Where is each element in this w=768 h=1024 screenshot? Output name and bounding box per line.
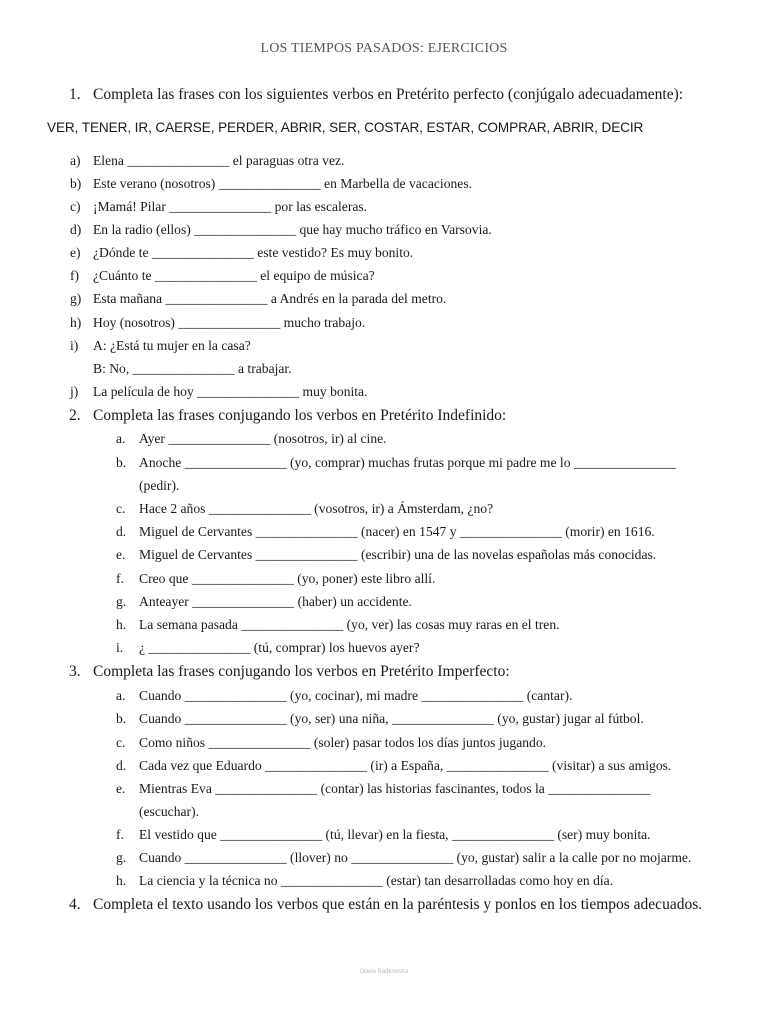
verb-list: VER, TENER, IR, CAERSE, PERDER, ABRIR, SER, COSTAR, ESTAR, COMPRAR, ABRIR, DECIR xyxy=(47,120,644,135)
footer-author: Oliwia Radkowska xyxy=(359,969,409,975)
item-label: f. xyxy=(116,571,124,586)
item-label: d. xyxy=(116,524,127,539)
item-text: Cuando _______________ (yo, ser) una niña, _______________ (yo, gustar) jugar al fútbol. xyxy=(139,711,644,726)
item-label: b. xyxy=(116,455,127,470)
item-text: El vestido que _______________ (tú, llevar) en la fiesta, _______________ (ser) muy bonita. xyxy=(139,827,651,842)
question-text: Completa el texto usando los verbos que están en la paréntesis y ponlos en los tiempos adecuados. xyxy=(93,896,703,913)
item-text: La película de hoy _______________ muy bonita. xyxy=(93,384,368,399)
item-text: Como niños _______________ (soler) pasar todos los días juntos jugando. xyxy=(139,735,547,750)
item-label: b. xyxy=(116,711,127,726)
item-label: c. xyxy=(116,735,126,750)
item-text: Cada vez que Eduardo _______________ (ir) a España, _______________ (visitar) a sus amigos. xyxy=(139,758,672,773)
item-label: j) xyxy=(70,384,79,399)
item-label: h. xyxy=(116,617,127,632)
item-text: Hace 2 años _______________ (vosotros, ir) a Ámsterdam, ¿no? xyxy=(139,501,494,516)
question-text: Completa las frases conjugando los verbos en Pretérito Imperfecto: xyxy=(93,663,510,680)
item-label: h) xyxy=(70,315,82,330)
item-label: g. xyxy=(116,850,127,865)
item-text: Ayer _______________ (nosotros, ir) al cine. xyxy=(139,431,387,446)
item-text: La ciencia y la técnica no _______________ (estar) tan desarrolladas como hoy en día. xyxy=(139,873,614,888)
item-text: Creo que _______________ (yo, poner) este libro allí. xyxy=(139,571,436,586)
question-number: 1. xyxy=(69,86,81,103)
item-text: Mientras Eva _______________ (contar) las historias fascinantes, todos la _______________ xyxy=(139,781,651,796)
item-label: g) xyxy=(70,291,82,306)
item-text: ¿Dónde te _______________ este vestido? Es muy bonito. xyxy=(93,245,414,260)
question-text: Completa las frases conjugando los verbos en Pretérito Indefinido: xyxy=(93,407,507,424)
item-text: Hoy (nosotros) _______________ mucho trabajo. xyxy=(93,315,366,330)
page-title: LOS TIEMPOS PASADOS: EJERCICIOS xyxy=(260,41,508,56)
item-label: f) xyxy=(70,268,80,283)
item-text: ¿ _______________ (tú, comprar) los huevos ayer? xyxy=(139,640,420,655)
item-label: a. xyxy=(116,431,126,446)
item-text: Cuando _______________ (llover) no _______________ (yo, gustar) salir a la calle por no mojarme. xyxy=(139,850,692,865)
item-text: En la radio (ellos) _______________ que hay mucho tráfico en Varsovia. xyxy=(93,222,492,237)
item-text: (pedir). xyxy=(139,478,180,493)
item-label: b) xyxy=(70,176,82,191)
item-text: Miguel de Cervantes _______________ (escribir) una de las novelas españolas más conocidas. xyxy=(139,547,657,562)
item-label: g. xyxy=(116,594,127,609)
item-text: ¿Cuánto te _______________ el equipo de música? xyxy=(93,268,375,283)
question-4 xyxy=(69,896,702,914)
question-number: 3. xyxy=(69,663,81,680)
item-text: Elena _______________ el paraguas otra vez. xyxy=(93,153,345,168)
item-text: B: No, _______________ a trabajar. xyxy=(93,361,292,376)
item-label: h. xyxy=(116,873,127,888)
question-1 xyxy=(69,86,683,104)
item-label: f. xyxy=(116,827,124,842)
item-text: Este verano (nosotros) _______________ en Marbella de vacaciones. xyxy=(93,176,473,191)
item-label: d. xyxy=(116,758,127,773)
item-label: a) xyxy=(70,153,81,168)
question-text: Completa las frases con los siguientes verbos en Pretérito perfecto (conjúgalo adecuadamente): xyxy=(93,86,684,103)
item-label: c. xyxy=(116,501,126,516)
item-text: Cuando _______________ (yo, cocinar), mi madre _______________ (cantar). xyxy=(139,688,573,703)
question-number: 4. xyxy=(69,896,81,913)
item-label: d) xyxy=(70,222,82,237)
item-text: A: ¿Está tu mujer en la casa? xyxy=(93,338,251,353)
item-label: e. xyxy=(116,781,126,796)
question-number: 2. xyxy=(69,407,81,424)
item-text: Anoche _______________ (yo, comprar) muchas frutas porque mi padre me lo _______________ xyxy=(139,455,676,470)
item-text: ¡Mamá! Pilar _______________ por las escaleras. xyxy=(93,199,368,214)
question-2 xyxy=(69,407,506,425)
item-text: (escuchar). xyxy=(139,804,199,819)
item-text: Anteayer _______________ (haber) un accidente. xyxy=(139,594,412,609)
item-label: e. xyxy=(116,547,126,562)
item-label: i. xyxy=(116,640,124,655)
item-label: a. xyxy=(116,688,126,703)
item-text: Esta mañana _______________ a Andrés en la parada del metro. xyxy=(93,291,447,306)
item-text: La semana pasada _______________ (yo, ver) las cosas muy raras en el tren. xyxy=(139,617,560,632)
item-label: i) xyxy=(70,338,79,353)
item-label: e) xyxy=(70,245,81,260)
question-3 xyxy=(69,663,510,681)
item-label: c) xyxy=(70,199,81,214)
item-text: Miguel de Cervantes _______________ (nacer) en 1547 y _______________ (morir) en 1616. xyxy=(139,524,655,539)
